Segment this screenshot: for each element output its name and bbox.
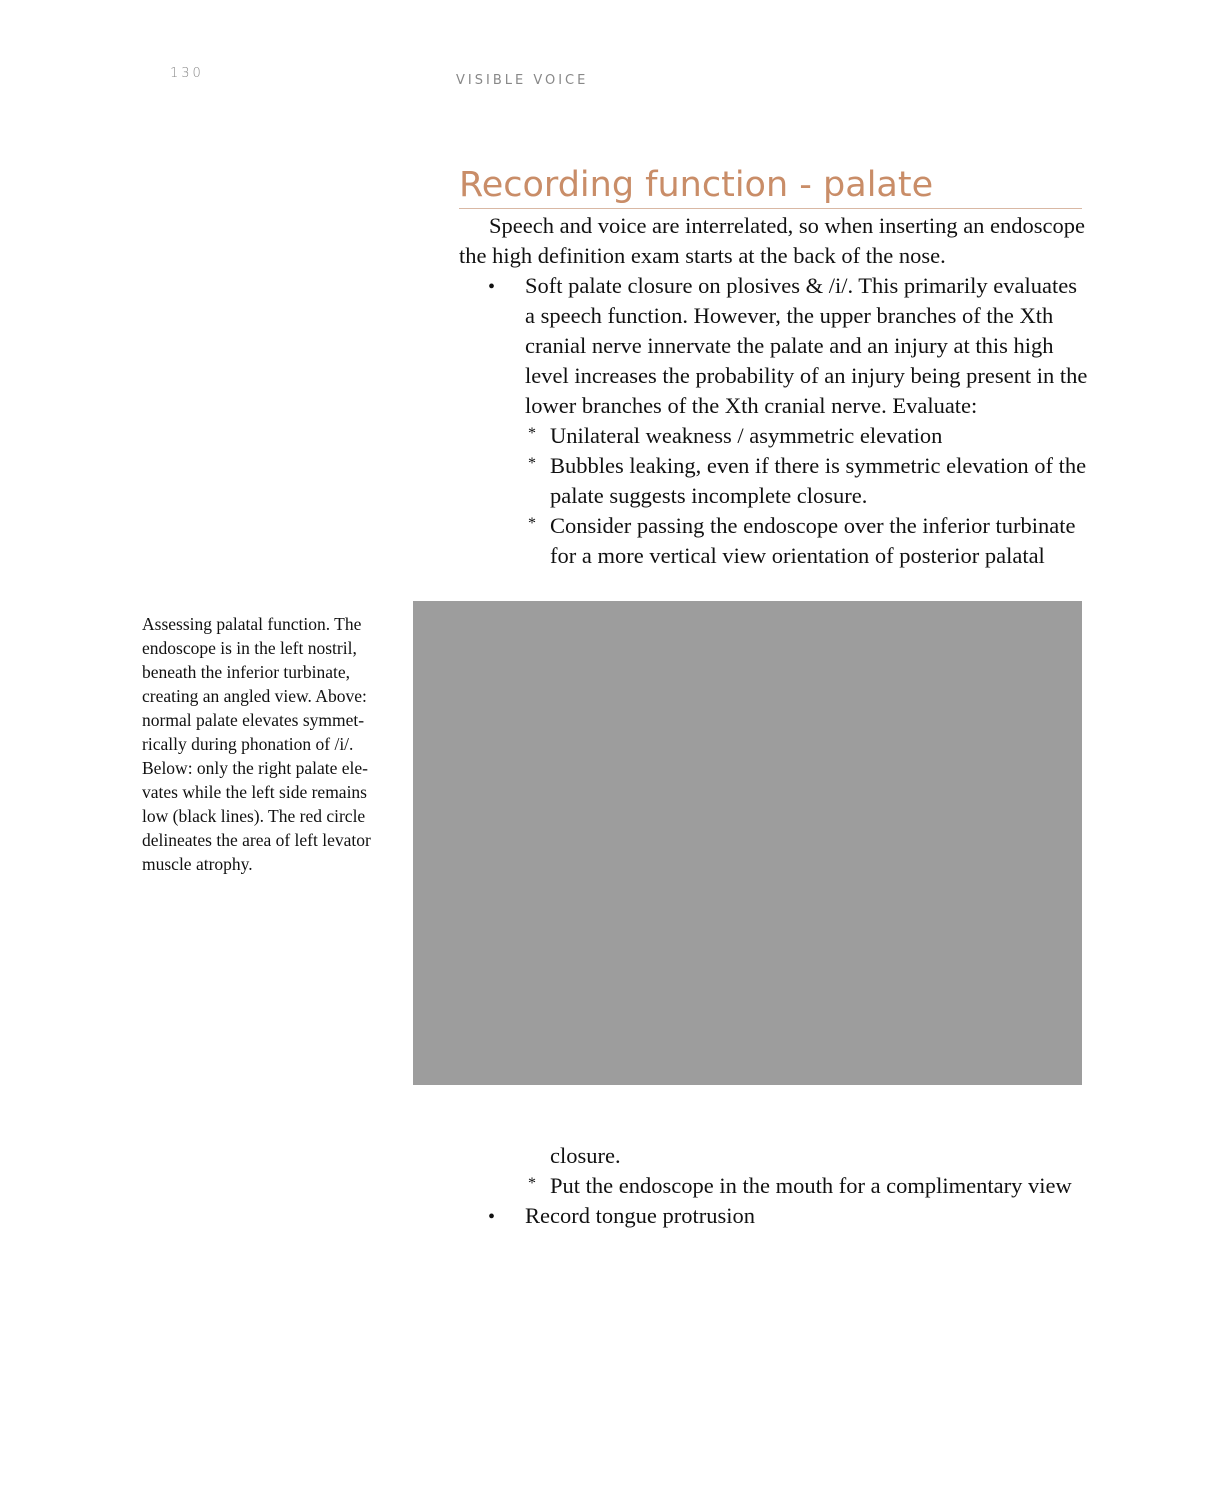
bullet-line: Record tongue protrusion <box>525 1203 755 1228</box>
caption-line: low (black lines). The red circle <box>142 806 366 826</box>
caption-line: beneath the inferior turbinate, <box>142 662 350 682</box>
sub-bullet-line: for a more vertical view orientation of posterior palatal <box>550 543 1045 568</box>
bullet-line: a speech function. However, the upper branches of the Xth <box>525 303 1054 328</box>
asterisk-icon: * <box>528 1175 536 1192</box>
caption-line: normal palate elevates symmet- <box>142 710 365 730</box>
running-head: VISIBLE VOICE <box>456 73 589 88</box>
figure-caption <box>142 612 392 876</box>
caption-line: Below: only the right palate ele- <box>142 758 368 778</box>
intro-line: the high definition exam starts at the back of the nose. <box>459 243 946 268</box>
caption-line: Assessing palatal function. The <box>142 614 362 634</box>
caption-line: delineates the area of left levator <box>142 830 371 850</box>
asterisk-icon: * <box>528 515 536 532</box>
figure-image-placeholder <box>413 601 1082 1085</box>
bullet-line: lower branches of the Xth cranial nerve. Evaluate: <box>525 393 978 418</box>
asterisk-icon: * <box>528 455 536 472</box>
asterisk-icon: * <box>528 425 536 442</box>
caption-line: endoscope is in the left nostril, <box>142 638 357 658</box>
sub-bullet-line: Put the endoscope in the mouth for a complimentary view <box>550 1173 1072 1198</box>
section-title: Recording function - palate <box>459 164 1082 209</box>
sub-bullet-line: closure. <box>550 1143 621 1168</box>
sub-bullet-line: Bubbles leaking, even if there is symmetric elevation of the <box>550 453 1087 478</box>
bullet-line: cranial nerve innervate the palate and an injury at this high <box>525 333 1054 358</box>
caption-line: vates while the left side remains <box>142 782 367 802</box>
bullet-icon: • <box>488 1206 496 1228</box>
caption-line: creating an angled view. Above: <box>142 686 367 706</box>
page-number: 130 <box>170 66 204 81</box>
bullet-line: level increases the probability of an injury being present in the <box>525 363 1088 388</box>
sub-bullet-line: palate suggests incomplete closure. <box>550 483 868 508</box>
sub-bullet-line: Consider passing the endoscope over the inferior turbinate <box>550 513 1076 538</box>
intro-line: Speech and voice are interrelated, so when inserting an endoscope <box>489 213 1086 238</box>
sub-bullet-line: Unilateral weakness / asymmetric elevation <box>550 423 943 448</box>
caption-line: rically during phonation of /i/. <box>142 734 354 754</box>
caption-line: muscle atrophy. <box>142 854 253 874</box>
bullet-line: Soft palate closure on plosives & /i/. This primarily evaluates <box>525 273 1077 298</box>
bullet-icon: • <box>488 276 496 298</box>
